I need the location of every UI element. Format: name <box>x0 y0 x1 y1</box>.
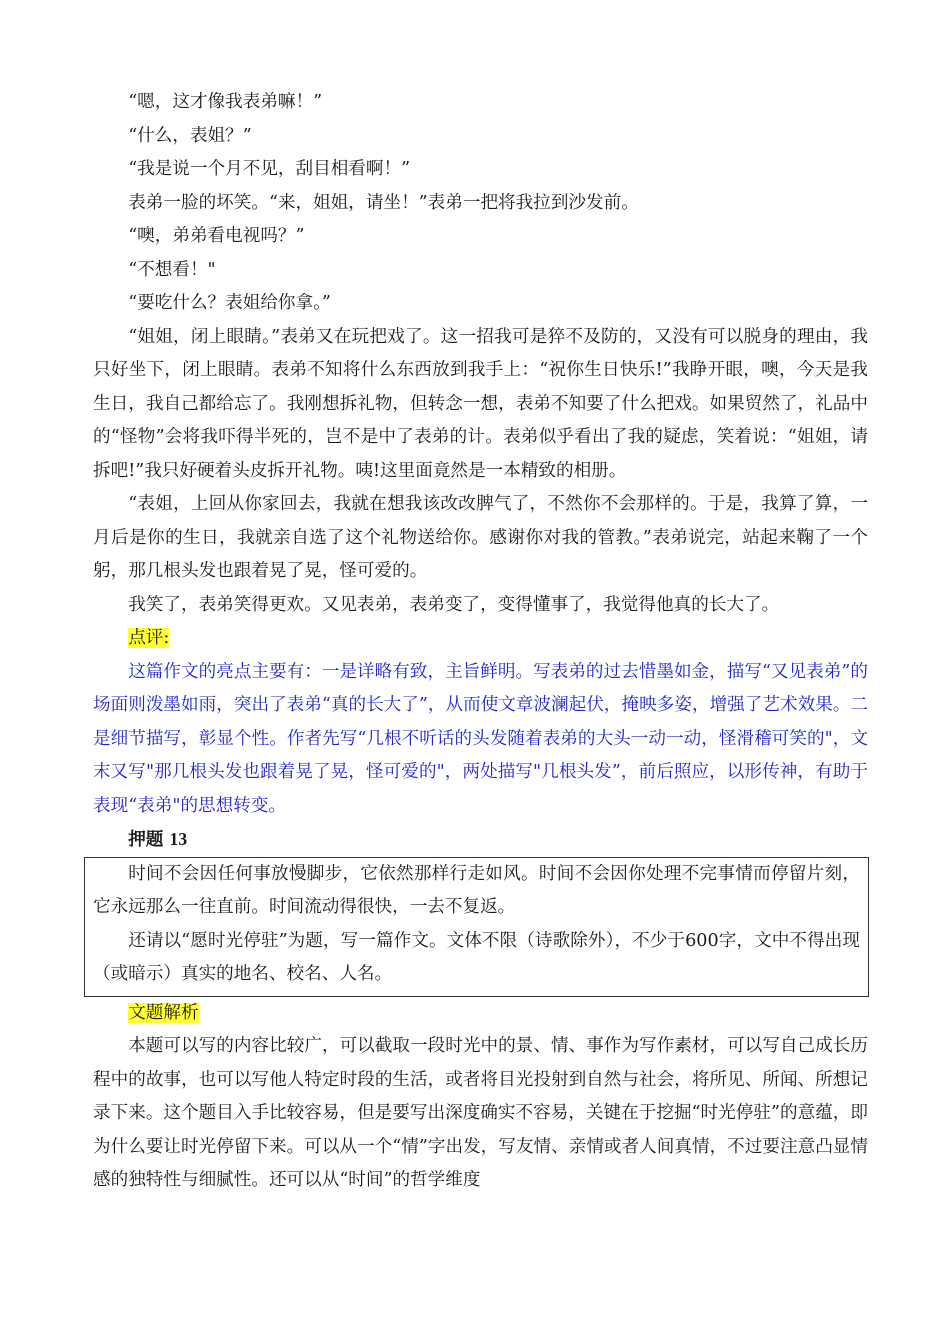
dialogue-line-6: “不想看！" <box>128 259 216 280</box>
analysis-label: 文题解析 <box>128 1002 199 1023</box>
comment-label: 点评: <box>128 628 170 648</box>
comment-text: 这篇作文的亮点主要有：一是详略有致，主旨鲜明。写表弟的过去惜墨如金，描写“又见表弟”的场面则泼墨如雨，突出了表弟“真的长大了”，从而使文章波澜起伏，掩映多姿，增强了艺术效果。二是细节描写，彰显个性。作者先写“几根不听话的头发随着表弟的大头一动一动，怪滑稽可笑的"，文末又写"那几根头发也跟着晃了晃，怪可爱的"，两处描写"几根头发”，前后照应，以形传神，有助于表现“表弟"的思想转变。 <box>93 661 868 816</box>
analysis-label-line <box>93 997 868 1031</box>
dialogue-line-2: “什么，表姐？” <box>128 125 252 146</box>
dialogue-line-4: 表弟一脸的坏笑。“来，姐姐，请坐！”表弟一把将我拉到沙发前。 <box>128 192 639 213</box>
story-paragraph-1: “姐姐，闭上眼睛。”表弟又在玩把戏了。这一招我可是猝不及防的，又没有可以脱身的理由，我只好坐下，闭上眼睛。表弟不知将什么东西放到我手上：“祝你生日快乐!”我睁开眼，噢，今天是我生日，我自己都给忘了。我刚想拆礼物，但转念一想，表弟不知要了什么把戏。如果贸然了，礼品中的“怪物”会将我吓得半死的，岂不是中了表弟的计。表弟似乎看出了我的疑虑，笑着说：“姐姐，请拆吧!”我只好硬着头皮拆开礼物。咦!这里面竟然是一本精致的相册。 <box>93 326 868 481</box>
dialogue-line-5: “噢，弟弟看电视吗？” <box>128 226 305 246</box>
analysis-text: 本题可以写的内容比较广，可以截取一段时光中的景、情、事作为写作素材，可以写自己成长历程中的故事，也可以写他人特定时段的生活，或者将目光投射到自然与社会，将所见、所闻、所想记录下来。这个题目入手比较容易，但是要写出深度确实不容易，关键在于挖掘“时光停驻”的意蕴，即为什么要让时光停留下来。可以从一个“情”字出发，写友情、亲情或者人间真情，不过要注意凸显情感的独特性与细腻性。还可以从“时间”的哲学维度 <box>93 1036 868 1190</box>
dialogue-line-1: “嗯，这才像我表弟嘛！” <box>128 92 323 112</box>
dialogue-line-7: “要吃什么？表姐给你拿。” <box>128 293 331 313</box>
topic-heading <box>93 823 868 857</box>
dialogue-line-3: “我是说一个月不见，刮目相看啊！” <box>128 159 411 179</box>
topic-prompt-paragraph-1: 时间不会因任何事放慢脚步，它依然那样行走如风。时间不会因你处理不完事情而停留片刻，它永远那么一往直前。时间流动得很快，一去不复返。 <box>93 863 860 917</box>
story-paragraph-3: 我笑了，表弟笑得更欢。又见表弟，表弟变了，变得懂事了，我觉得他真的长大了。 <box>128 594 780 615</box>
story-paragraph-2: “表姐，上回从你家回去，我就在想我该改改脾气了，不然你不会那样的。于是，我算了算，一月后是你的生日，我就亲自选了这个礼物送给你。感谢你对我的管教。”表弟说完，站起来鞠了一个躬，那几根头发也跟着晃了晃，怪可爱的。 <box>93 494 868 581</box>
topic-prompt-paragraph-2: 还请以“愿时光停驻”为题，写一篇作文。文体不限（诗歌除外），不少于600字，文中不得出现（或暗示）真实的地名、校名、人名。 <box>93 930 860 984</box>
document-page <box>93 86 868 1198</box>
topic-heading-number: 13 <box>169 829 188 849</box>
topic-heading-prefix: 押题 <box>128 829 164 850</box>
topic-prompt-box <box>84 857 869 997</box>
comment-label-line <box>93 622 868 656</box>
